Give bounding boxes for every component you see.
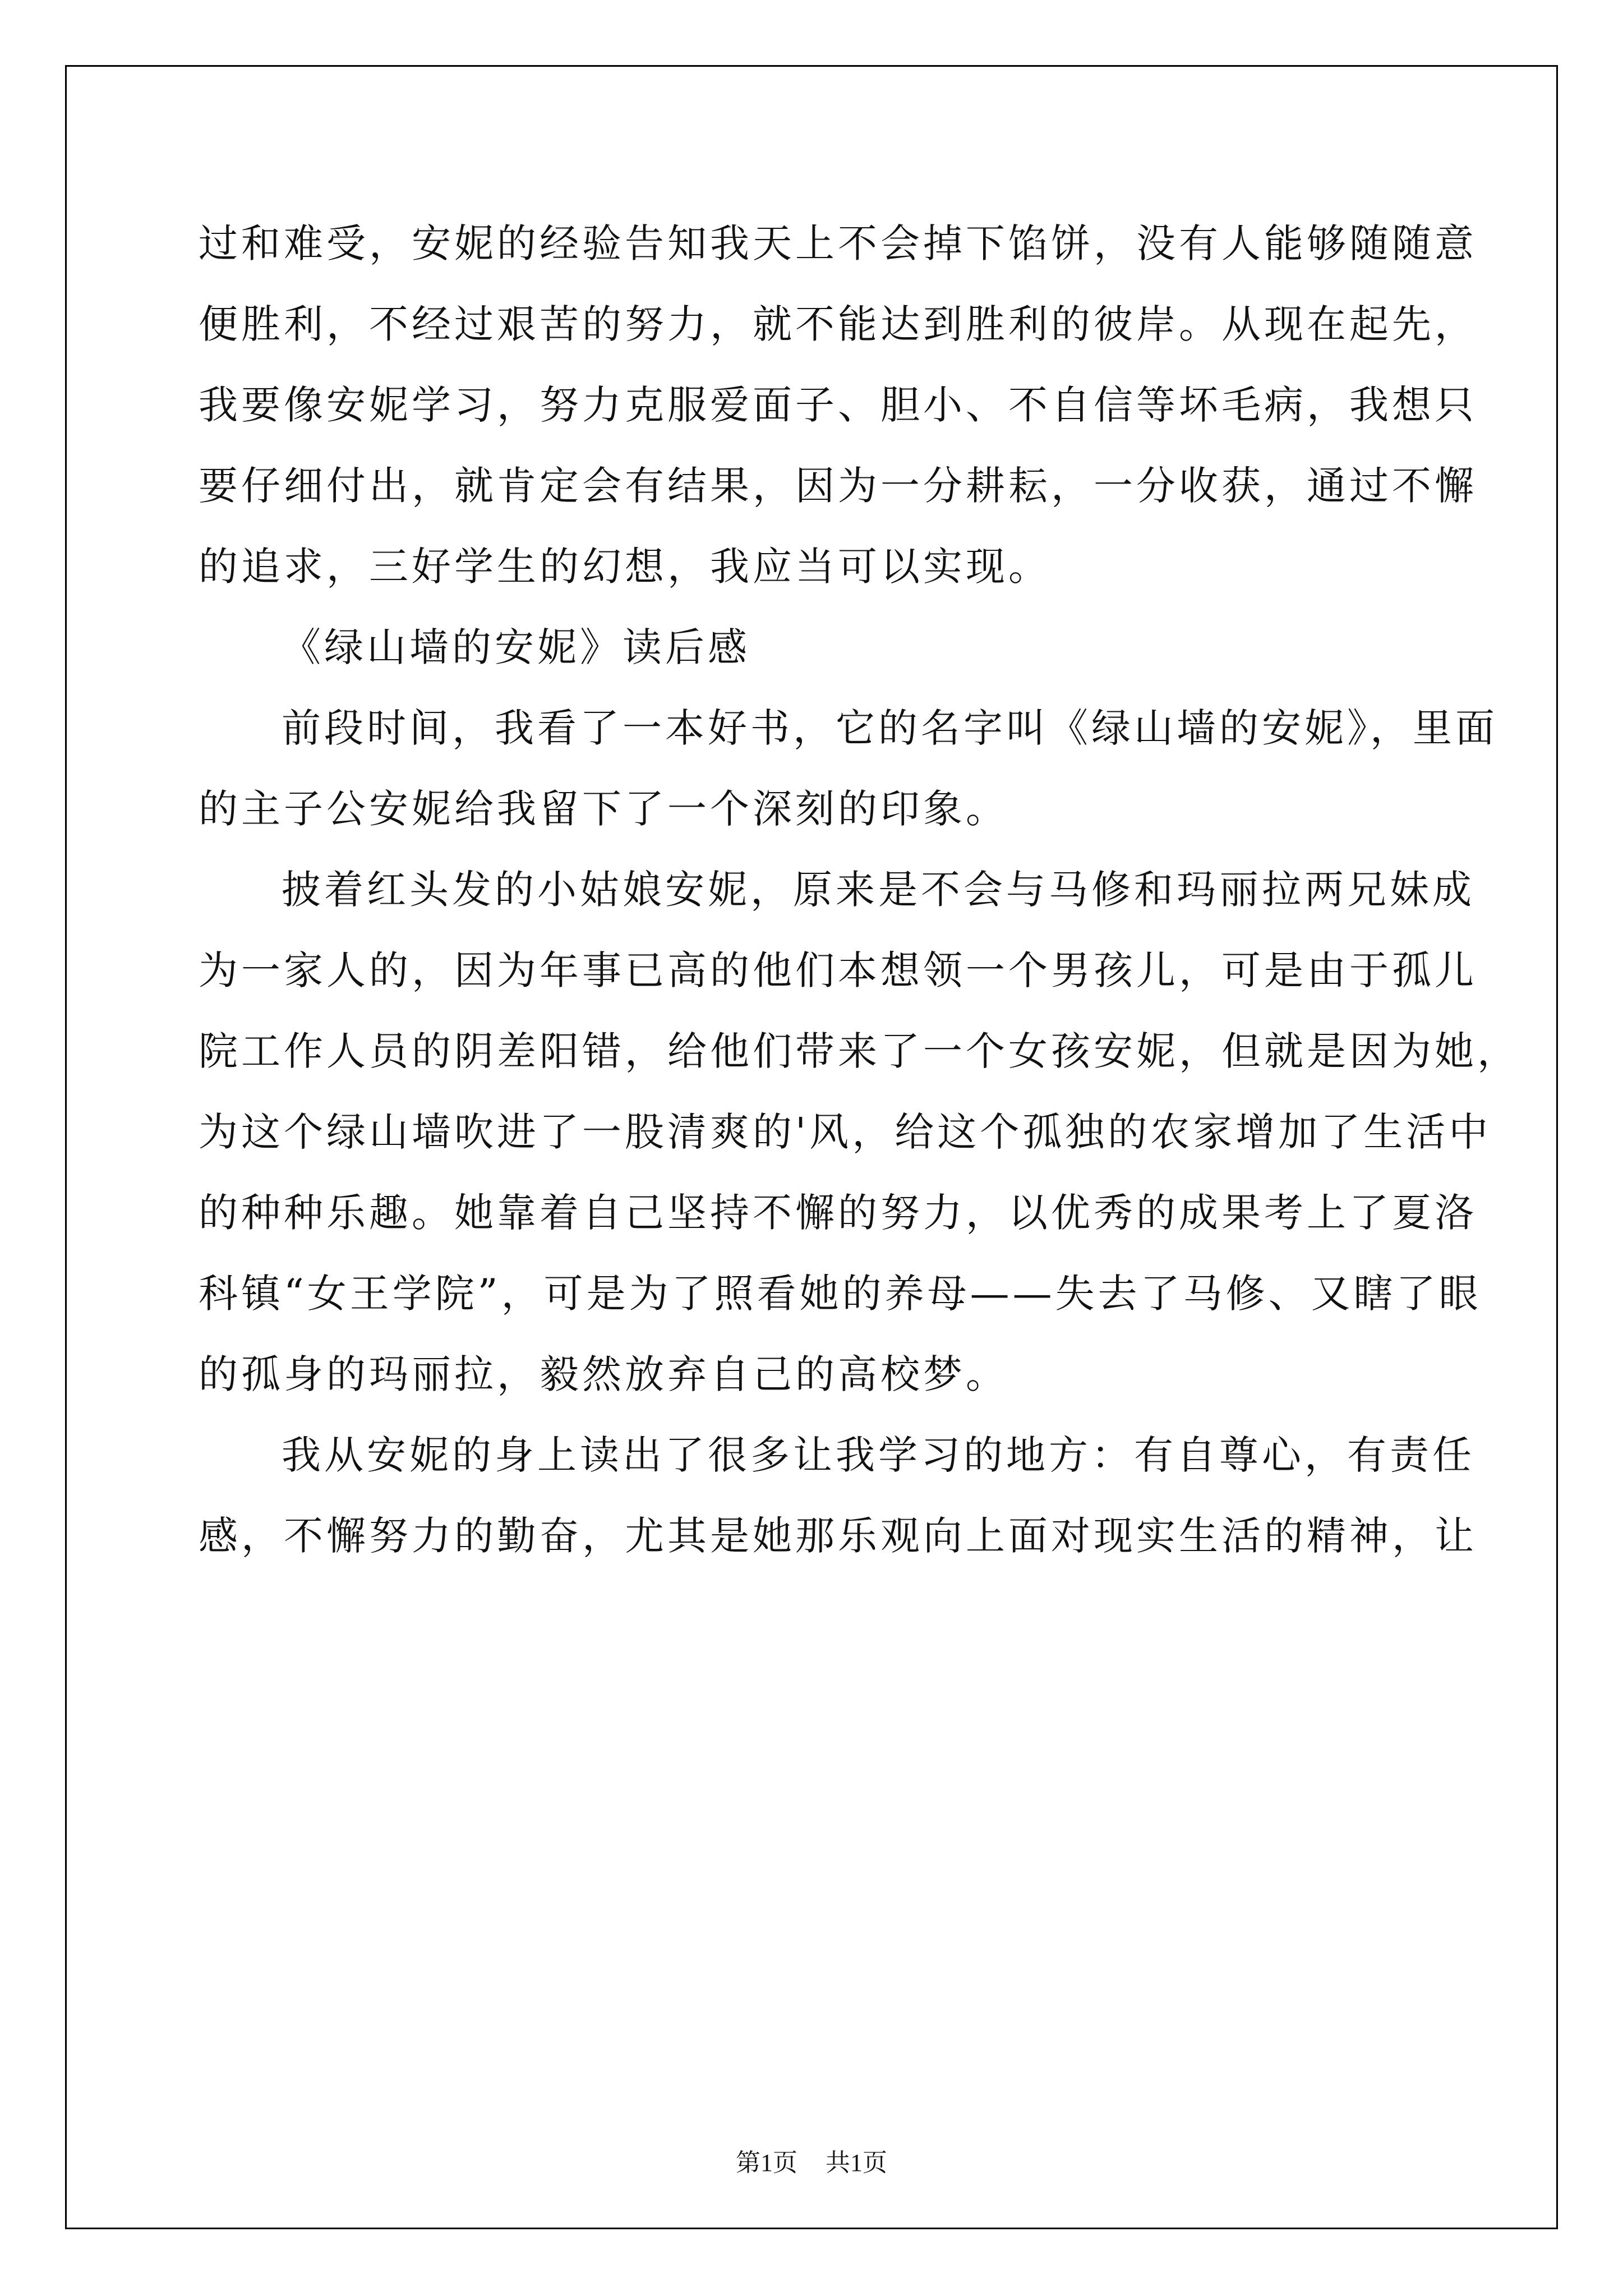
section-title: 《绿山墙的安妮》读后感 — [282, 624, 750, 670]
text-line: 要仔细付出，就肯定会有结果，因为一分耕耘，一分收获，通过不懈 — [199, 463, 1477, 509]
page-number: 第1页 — [736, 2149, 797, 2177]
text-line: 我要像安妮学习，努力克服爱面子、胆小、不自信等坏毛病，我想只 — [199, 382, 1477, 428]
text-line: 为一家人的，因为年事已高的他们本想领一个男孩儿，可是由于孤儿 — [199, 947, 1477, 993]
text-line: 为这个绿山墙吹进了一股清爽的'风，给这个孤独的农家增加了生活中 — [199, 1109, 1492, 1155]
text-line: 我从安妮的身上读出了很多让我学习的地方：有自尊心，有责任 — [282, 1432, 1475, 1478]
text-line: 院工作人员的阴差阳错，给他们带来了一个女孩安妮，但就是因为她， — [199, 1028, 1520, 1074]
text-line: 科镇“女王学院”，可是为了照看她的养母——失去了马修、又瞎了眼 — [199, 1271, 1482, 1317]
page-total: 共1页 — [826, 2149, 887, 2177]
text-line: 便胜利，不经过艰苦的努力，就不能达到胜利的彼岸。从现在起先， — [199, 301, 1477, 347]
text-line: 披着红头发的小姑娘安妮，原来是不会与马修和玛丽拉两兄妹成 — [282, 867, 1475, 913]
text-line: 的种种乐趣。她靠着自己坚持不懈的努力，以优秀的成果考上了夏洛 — [199, 1190, 1477, 1236]
text-line: 感，不懈努力的勤奋，尤其是她那乐观向上面对现实生活的精神，让 — [199, 1513, 1477, 1559]
text-line: 的孤身的玛丽拉，毅然放弃自己的高校梦。 — [199, 1351, 1008, 1397]
text-line: 的追求，三好学生的幻想，我应当可以实现。 — [199, 544, 1051, 590]
text-line: 的主子公安妮给我留下了一个深刻的印象。 — [199, 786, 1008, 832]
text-line: 过和难受，安妮的经验告知我天上不会掉下馅饼，没有人能够随随意 — [199, 220, 1477, 266]
text-line: 前段时间，我看了一本好书，它的名字叫《绿山墙的安妮》，里面 — [282, 705, 1498, 751]
page-footer — [0, 2146, 1623, 2180]
